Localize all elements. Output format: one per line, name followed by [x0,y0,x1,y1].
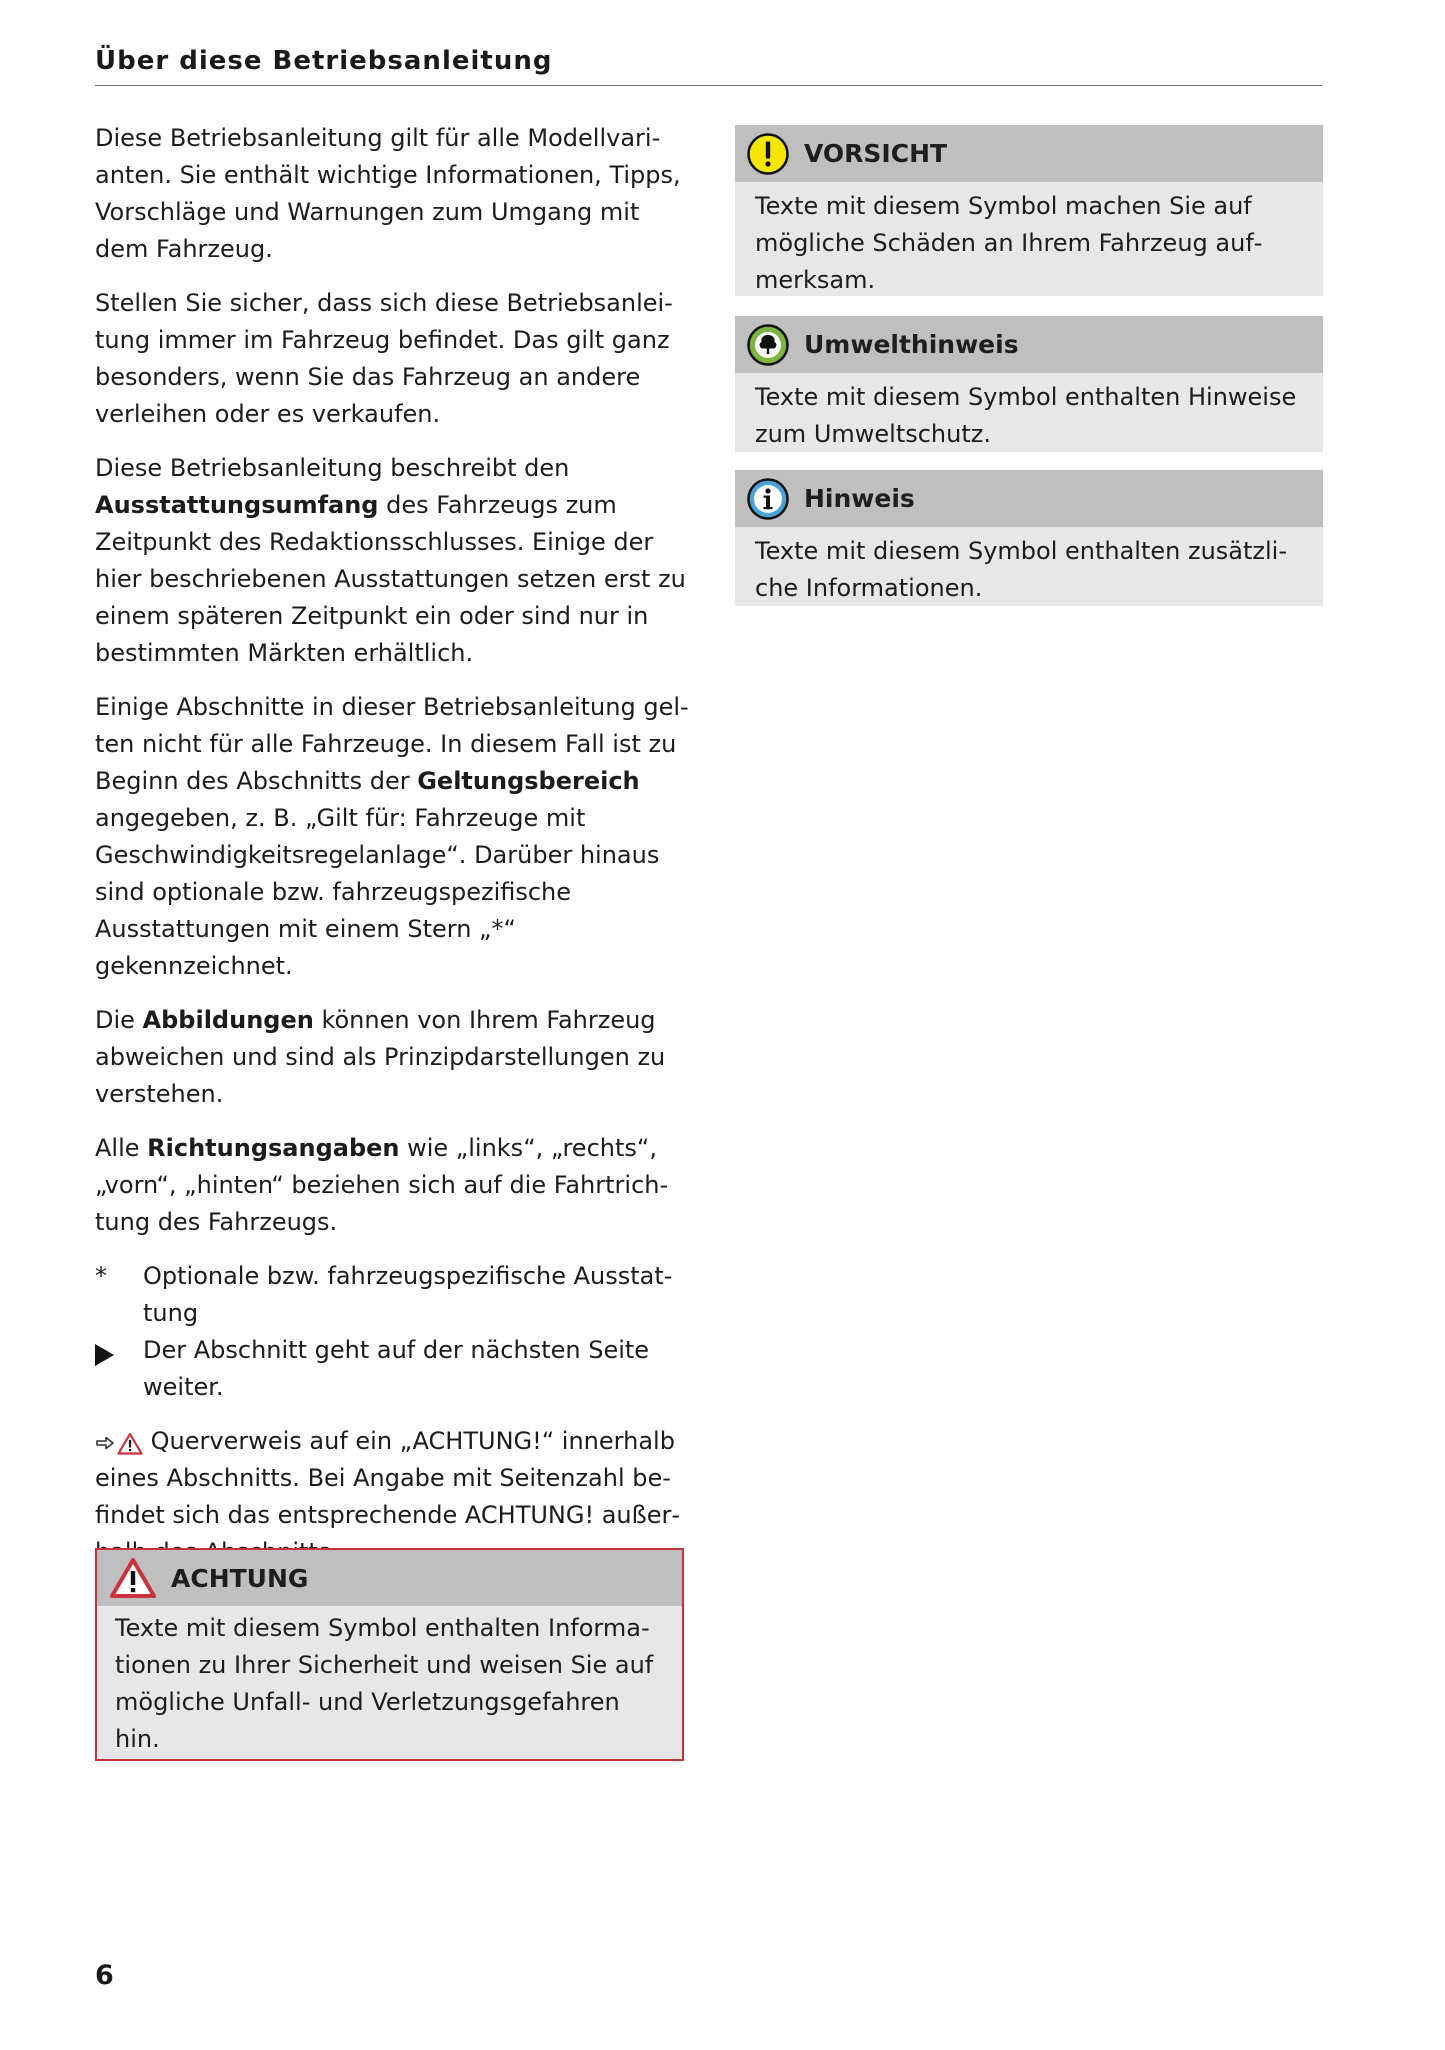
star-symbol: * [95,1262,107,1290]
page-number: 6 [95,1960,114,1991]
legend-continue-text: Der Abschnitt geht auf der nächsten Seite weiter. [143,1336,650,1401]
text-run: Diese Betriebsanleitung beschreibt den [95,454,570,482]
bold-term-abbildungen: Abbildungen [142,1006,314,1034]
symbol-legend [95,1258,689,1406]
hinweis-text: Texte mit diesem Symbol enthalten zusätzliche Informationen. [755,537,1288,602]
intro-paragraph-3 [95,450,689,672]
text-run: Einige Abschnitte in dieser Betriebsanleitung gelten nicht für alle Fahrzeuge. In diesem Fall ist zu Beginn des Abschnitts der [95,693,689,795]
umwelthinweis-text: Texte mit diesem Symbol enthalten Hinweise zum Umweltschutz. [755,383,1297,448]
legend-item-continue [95,1332,689,1406]
umwelthinweis-box [735,316,1323,452]
bold-term-geltungsbereich: Geltungsbereich [417,767,640,795]
warning-triangle-icon [109,1557,157,1599]
text-run: Die [95,1006,143,1034]
text-run: des Fahrzeugs zum Zeitpunkt des Redaktionsschlusses. Einige der hier beschriebenen Ausstattungen setzen erst zu einem späteren Zeitpunkt ein oder sind nur in bestimmten Märkten erhältlich. [95,491,686,667]
header-divider [95,85,1322,86]
text-run: wie „links“, „rechts“, „vorn“, „hinten“ beziehen sich auf die Fahrtrichtung des Fahrzeugs. [95,1134,669,1236]
achtung-text: Texte mit diesem Symbol enthalten Informationen zu Ihrer Sicherheit und weisen Sie auf mögliche Unfall- und Verletzungsgefahren hin. [115,1614,654,1753]
continue-arrow-icon [95,1344,114,1366]
left-column [95,120,689,1588]
legend-star-text: Optionale bzw. fahrzeugspezifische Ausstattung [143,1262,673,1327]
crossref-arrow-icon [95,1435,115,1451]
intro-paragraph-4 [95,689,689,985]
hinweis-box [735,470,1323,606]
page-header-title: Über diese Betriebsanleitung [95,46,553,76]
umwelthinweis-title: Umwelthinweis [804,330,1019,359]
exclamation-circle-icon [746,132,790,176]
achtung-box [95,1548,684,1761]
warning-triangle-icon [117,1432,143,1455]
vorsicht-title: VORSICHT [804,139,948,168]
bold-term-richtungsangaben: Richtungsangaben [147,1134,400,1162]
achtung-header [97,1550,682,1606]
vorsicht-text: Texte mit diesem Symbol machen Sie auf mögliche Schäden an Ihrem Fahrzeug aufmerksam. [755,192,1263,294]
hinweis-title: Hinweis [804,484,915,513]
achtung-title: ACHTUNG [171,1563,309,1593]
hinweis-header [735,470,1323,527]
vorsicht-header [735,125,1323,182]
intro-paragraph-5 [95,1002,689,1113]
intro-paragraph-2: Stellen Sie sicher, dass sich diese Betriebsanleitung immer im Fahrzeug befindet. Das gilt ganz besonders, wenn Sie das Fahrzeug an andere verleihen oder es verkaufen. [95,289,673,428]
info-icon [746,477,790,521]
vorsicht-box [735,125,1323,296]
intro-paragraph-1: Diese Betriebsanleitung gilt für alle Modellvarianten. Sie enthält wichtige Informationen, Tipps, Vorschläge und Warnungen zum Umgang mit dem Fahrzeug. [95,124,681,263]
umwelthinweis-header [735,316,1323,373]
bold-term-ausstattungsumfang: Ausstattungsumfang [95,491,379,519]
intro-paragraph-6 [95,1130,689,1241]
crossref-text: Querverweis auf ein „ACHTUNG!“ innerhalb eines Abschnitts. Bei Angabe mit Seitenzahl befindet sich das entsprechende ACHTUNG! außer [95,1427,681,1529]
text-run: Alle [95,1134,148,1162]
tree-icon [746,323,790,367]
text-run: können von Ihrem Fahrzeug abweichen und sind als Prinzipdarstellungen zu verstehen. [95,1006,666,1108]
text-run: angegeben, z. B. „Gilt für: Fahrzeuge mit Geschwindigkeitsregelanlage“. Darüber hinaus sind optionale bzw. fahrzeugspezifische Ausstattungen mit einem Stern „*“ gekennzeichnet. [95,804,660,980]
legend-item-star [95,1258,689,1332]
